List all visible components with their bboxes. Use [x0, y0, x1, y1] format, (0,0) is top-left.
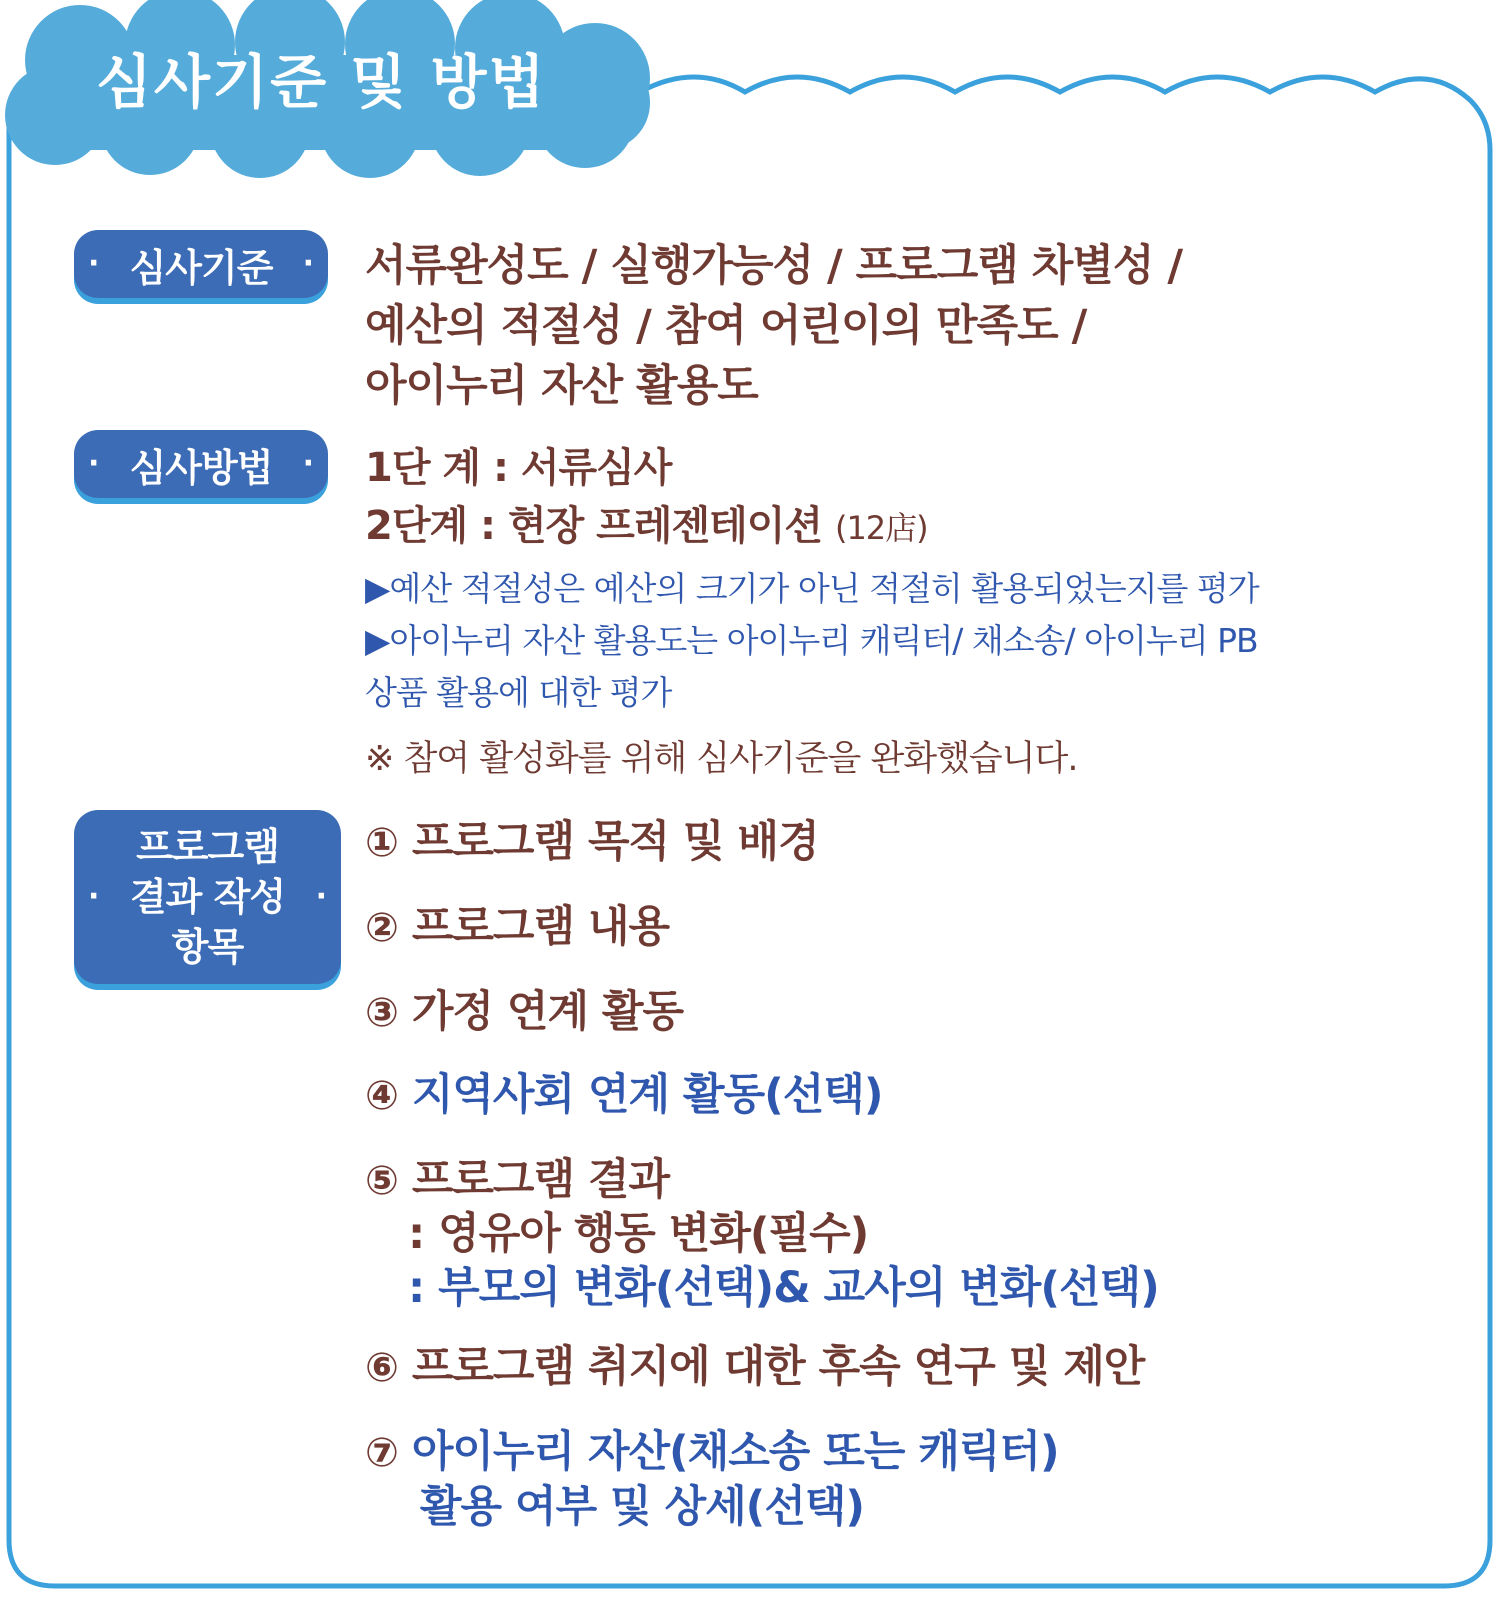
items-label-1: 프로그램 — [136, 825, 279, 869]
dot-icon: · — [302, 246, 314, 281]
method-bullet-1: ▶예산 적절성은 예산의 크기가 아닌 적절히 활용되었는지를 평가 — [365, 569, 1259, 608]
list-item — [365, 1068, 882, 1123]
item-number: ③ — [365, 990, 398, 1036]
method-step-1: 1단 계 : 서류심사 — [365, 445, 672, 491]
item-number: ② — [365, 905, 398, 951]
method-bullet-2: ▶아이누리 자산 활용도는 아이누리 캐릭터/ 채소송/ 아이누리 PB — [365, 621, 1258, 660]
item-7-line-2: 활용 여부 및 상세(선택) — [420, 1482, 865, 1532]
list-item — [365, 1340, 1144, 1395]
method-step-2-note: (12店) — [834, 509, 928, 547]
dot-icon: · — [88, 879, 100, 914]
criteria-line-3: 아이누리 자산 활용도 — [365, 361, 758, 411]
items-label-2: 결과 작성 — [129, 875, 286, 919]
criteria-label: 심사기준 — [129, 245, 273, 290]
criteria-badge — [74, 230, 328, 298]
list-item — [365, 900, 669, 955]
method-bullet-3: 상품 활용에 대한 평가 — [365, 673, 672, 712]
item-number: ④ — [365, 1073, 398, 1119]
item-text: 가정 연계 활동 — [411, 987, 684, 1037]
item-number: ⑦ — [365, 1430, 398, 1476]
items-label-3: 항목 — [171, 925, 244, 969]
method-label: 심사방법 — [129, 445, 273, 490]
list-item — [365, 1153, 669, 1208]
item-text: 프로그램 내용 — [411, 902, 670, 952]
item-text: 프로그램 결과 — [411, 1155, 670, 1205]
item-number: ⑤ — [365, 1158, 398, 1204]
item-text: 지역사회 연계 활동(선택) — [411, 1070, 883, 1120]
method-step-2 — [365, 498, 928, 556]
criteria-line-2: 예산의 적절성 / 참여 어린이의 만족도 / — [365, 301, 1087, 351]
item-text: 아이누리 자산(채소송 또는 캐릭터) — [411, 1427, 1059, 1477]
page-title: 심사기준 및 방법 — [96, 48, 547, 116]
dot-icon: · — [302, 446, 314, 481]
item-number: ① — [365, 820, 398, 866]
items-badge — [74, 810, 341, 984]
list-item — [365, 815, 819, 870]
method-notice: ※ 참여 활성화를 위해 심사기준을 완화했습니다. — [365, 739, 1078, 779]
dot-icon: · — [315, 879, 327, 914]
dot-icon: · — [88, 246, 100, 281]
item-sub-1: : 영유아 행동 변화(필수) — [408, 1209, 869, 1259]
method-badge — [74, 430, 328, 498]
item-text: 프로그램 목적 및 배경 — [411, 817, 819, 867]
item-sub-2: : 부모의 변화(선택)& 교사의 변화(선택) — [408, 1263, 1159, 1313]
criteria-line-1: 서류완성도 / 실행가능성 / 프로그램 차별성 / — [365, 241, 1183, 291]
method-step-2-text: 2단계 : 현장 프레젠테이션 — [365, 503, 823, 549]
dot-icon: · — [88, 446, 100, 481]
item-number: ⑥ — [365, 1345, 398, 1391]
item-text: 프로그램 취지에 대한 후속 연구 및 제안 — [411, 1342, 1145, 1392]
list-item — [365, 985, 683, 1040]
list-item — [365, 1425, 1059, 1480]
